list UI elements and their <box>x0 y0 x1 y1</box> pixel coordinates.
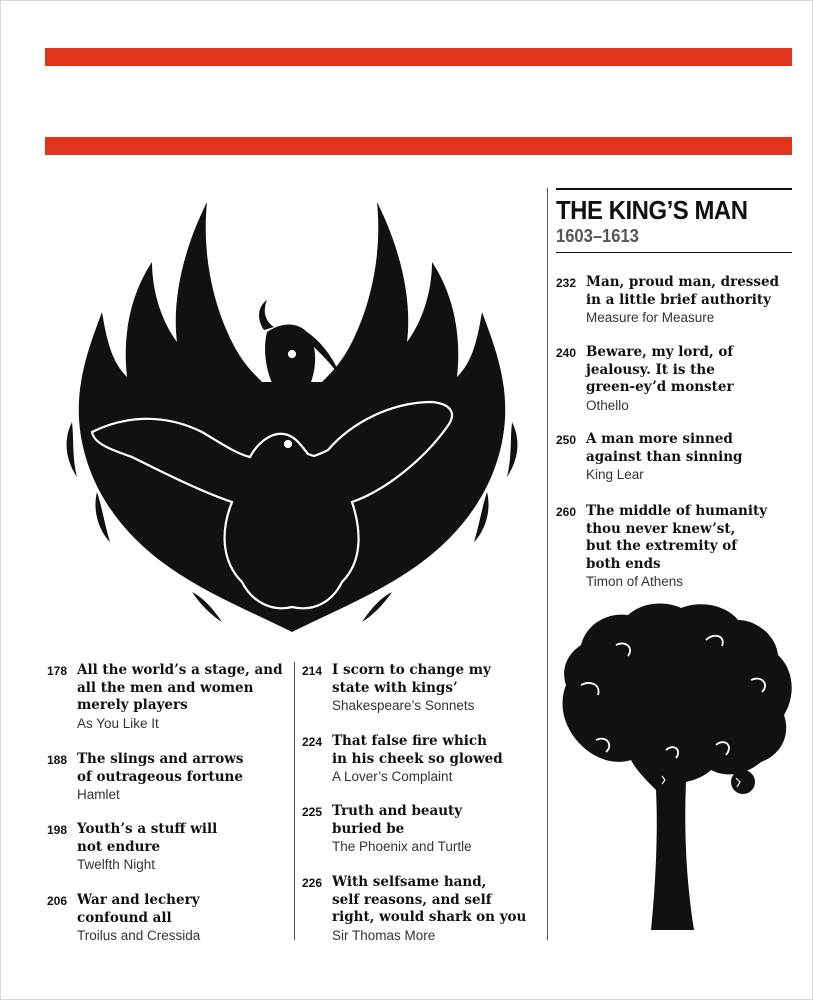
toc-entry[interactable] <box>47 821 292 874</box>
entry-quote: With selfsame hand, self reasons, and self right, would shark on you <box>332 874 527 925</box>
entry-quote: The middle of humanity thou never knew’st, but the extremity of both ends <box>586 503 768 572</box>
section-header <box>556 188 792 253</box>
page-number: 260 <box>556 505 577 519</box>
header-rule-bottom <box>556 252 792 253</box>
entry-quote: Youth’s a stuff will not endure <box>77 821 218 855</box>
entry-work: Timon of Athens <box>586 574 684 589</box>
toc-entry[interactable] <box>47 751 292 804</box>
page-number: 178 <box>47 664 68 678</box>
toc-entry[interactable] <box>47 662 292 733</box>
page-number: 240 <box>556 346 577 360</box>
toc-entry[interactable] <box>556 274 796 327</box>
toc-entry[interactable] <box>302 662 547 715</box>
entry-work: Measure for Measure <box>586 310 715 325</box>
page-number: 232 <box>556 276 577 290</box>
column-divider-right <box>547 188 548 940</box>
entry-quote: That false fire which in his cheek so glowed <box>332 733 503 767</box>
entry-work: The Phoenix and Turtle <box>332 839 472 854</box>
entry-quote: Man, proud man, dressed in a little brief authority <box>586 274 780 308</box>
entry-work: As You Like It <box>77 715 159 731</box>
entry-work: Troilus and Cressida <box>77 928 201 943</box>
page-number: 224 <box>302 735 323 749</box>
toc-entry[interactable] <box>302 803 547 856</box>
page-number: 226 <box>302 876 323 890</box>
page-number: 214 <box>302 664 323 678</box>
entry-work: Hamlet <box>77 787 120 802</box>
page-number: 198 <box>47 823 68 837</box>
entry-quote: I scorn to change my state with kings’ <box>332 662 491 696</box>
entry-quote: Truth and beauty buried be <box>332 803 463 837</box>
entry-quote: All the world’s a stage, and all the men and women merely players <box>77 662 283 713</box>
phoenix-illustration <box>52 192 532 642</box>
section-years: 1603–1613 <box>556 226 639 246</box>
entry-work: Sir Thomas More <box>332 927 436 943</box>
header-rule-top <box>556 188 792 190</box>
red-bar-top <box>45 48 792 66</box>
entry-work: Twelfth Night <box>77 857 156 872</box>
entry-quote: The slings and arrows of outrageous fortune <box>77 751 244 785</box>
toc-entry[interactable] <box>302 874 547 945</box>
column-divider-middle <box>294 662 295 940</box>
toc-entry[interactable] <box>47 892 292 945</box>
tree-illustration <box>556 600 794 940</box>
toc-entry[interactable] <box>302 733 547 786</box>
entry-work: Othello <box>586 397 629 413</box>
entry-quote: Beware, my lord, of jealousy. It is the green-ey’d monster <box>586 344 734 395</box>
entry-quote: War and lechery confound all <box>77 892 200 926</box>
toc-entry[interactable] <box>556 503 796 591</box>
page-number: 188 <box>47 753 68 767</box>
toc-entry[interactable] <box>556 344 796 415</box>
entry-work: King Lear <box>586 467 644 482</box>
section-title: THE KING’S MAN <box>556 195 748 225</box>
page-number: 250 <box>556 433 577 447</box>
entry-work: A Lover’s Complaint <box>332 769 453 784</box>
page-number: 206 <box>47 894 68 908</box>
page-number: 225 <box>302 805 323 819</box>
red-bar-second <box>45 137 792 155</box>
entry-quote: A man more sinned against than sinning <box>586 431 743 465</box>
toc-entry[interactable] <box>556 431 796 484</box>
entry-work: Shakespeare’s Sonnets <box>332 698 475 713</box>
